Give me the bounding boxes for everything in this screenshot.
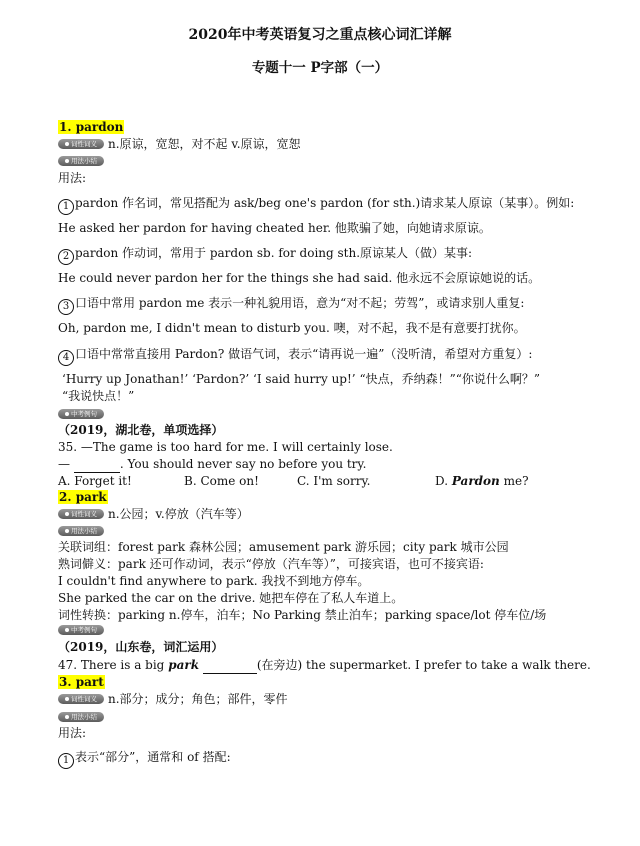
pardon-example-4-cont: “我说快点！” xyxy=(62,389,135,403)
pardon-example-1: He asked her pardon for having cheated her. 他欺骗了她，向她请求原谅。 xyxy=(58,221,491,235)
circled-number: 2 xyxy=(58,249,74,265)
pardon-example-4: ‘Hurry up Jonathan!’ ‘Pardon?’ ‘I said hurry up!’ “快点，乔纳森！”“你说什么啊？” xyxy=(62,372,540,386)
park-meaning: n.公园；v.停放（汽车等） xyxy=(108,507,249,521)
question-47: 47. There is a big park (在旁边) the supermarket. I prefer to take a walk there. xyxy=(58,658,591,672)
usage-label: 用法: xyxy=(58,726,87,740)
pardon-meaning: n.原谅，宽恕，对不起 v.原谅，宽恕 xyxy=(108,137,301,151)
part-usage-1: 1 表示“部分”，通常和 of 搭配: xyxy=(58,750,231,769)
option-d: D. Pardon me? xyxy=(435,474,529,488)
option-c: C. I'm sorry. xyxy=(297,474,371,488)
question-35-line2: — . You should never say no before you try. xyxy=(58,457,367,471)
usage-tag: 用法小结 xyxy=(58,526,104,536)
question-35-line1: 35. —The game is too hard for me. I will certainly lose. xyxy=(58,440,393,454)
option-a: A. Forget it! xyxy=(58,474,132,488)
answer-blank xyxy=(203,658,257,674)
pardon-example-2: He could never pardon her for the things she had said. 他永远不会原谅她说的话。 xyxy=(58,271,541,285)
park-conversion: 词性转换：parking n.停车，泊车；No Parking 禁止泊车；parking space/lot 停车位/场 xyxy=(58,608,547,622)
page-subtitle: 专题十一 P字部（一） xyxy=(251,60,389,76)
circled-number: 1 xyxy=(58,753,74,769)
pardon-usage-1: 1 pardon 作名词，常见搭配为 ask/beg one's pardon (for sth.)请求某人原谅（某事）。例如: xyxy=(58,196,574,215)
park-associated-phrases: 关联词组：forest park 森林公园；amusement park 游乐园；city park 城市公园 xyxy=(58,540,509,554)
pardon-usage-2: 2 pardon 作动词，常用于 pardon sb. for doing sth.原谅某人（做）某事: xyxy=(58,246,472,265)
meaning-tag: 词性词义 xyxy=(58,509,104,519)
tag-dot-icon xyxy=(65,412,69,416)
option-b: B. Come on! xyxy=(184,474,259,488)
answer-blank xyxy=(74,457,120,473)
tag-dot-icon xyxy=(65,628,69,632)
tag-dot-icon xyxy=(65,529,69,533)
tag-dot-icon xyxy=(65,512,69,516)
circled-number: 1 xyxy=(58,199,74,215)
circled-number: 3 xyxy=(58,299,74,315)
usage-tag: 用法小结 xyxy=(58,712,104,722)
park-rare-meaning: 熟词僻义：park 还可作动词，表示“停放（汽车等）”，可接宾语，也可不接宾语: xyxy=(58,557,484,571)
circled-number: 4 xyxy=(58,350,74,366)
section-heading-pardon: 1. pardon xyxy=(59,120,124,134)
section-heading-part: 3. part xyxy=(59,675,104,689)
meaning-tag: 词性词义 xyxy=(58,694,104,704)
usage-label: 用法: xyxy=(58,171,87,185)
usage-tag: 用法小结 xyxy=(58,156,104,166)
tag-dot-icon xyxy=(65,159,69,163)
meaning-tag: 词性词义 xyxy=(58,139,104,149)
exam-source: （2019，湖北卷，单项选择） xyxy=(58,423,224,437)
pardon-usage-4: 4 口语中常常直接用 Pardon? 做语气词，表示“请再说一遍”（没听清，希望对方重复）: xyxy=(58,347,532,366)
tag-dot-icon xyxy=(65,142,69,146)
pardon-usage-3: 3 口语中常用 pardon me 表示一种礼貌用语，意为“对不起；劳驾”，或请求别人重复: xyxy=(58,296,524,315)
tag-dot-icon xyxy=(65,715,69,719)
exam-tag: 中考例句 xyxy=(58,409,104,419)
section-heading-park: 2. park xyxy=(59,490,107,504)
pardon-example-3: Oh, pardon me, I didn't mean to disturb you. 噢，对不起，我不是有意要打扰你。 xyxy=(58,321,526,335)
page-title: 2020年中考英语复习之重点核心词汇详解 xyxy=(188,27,452,43)
exam-tag: 中考例句 xyxy=(58,625,104,635)
park-example-2: She parked the car on the drive. 她把车停在了私人车道上。 xyxy=(58,591,404,605)
park-example-1: I couldn't find anywhere to park. 我找不到地方停车。 xyxy=(58,574,370,588)
part-meaning: n.部分；成分；角色；部件，零件 xyxy=(108,692,288,706)
tag-dot-icon xyxy=(65,697,69,701)
exam-source: （2019，山东卷，词汇运用） xyxy=(58,640,224,654)
